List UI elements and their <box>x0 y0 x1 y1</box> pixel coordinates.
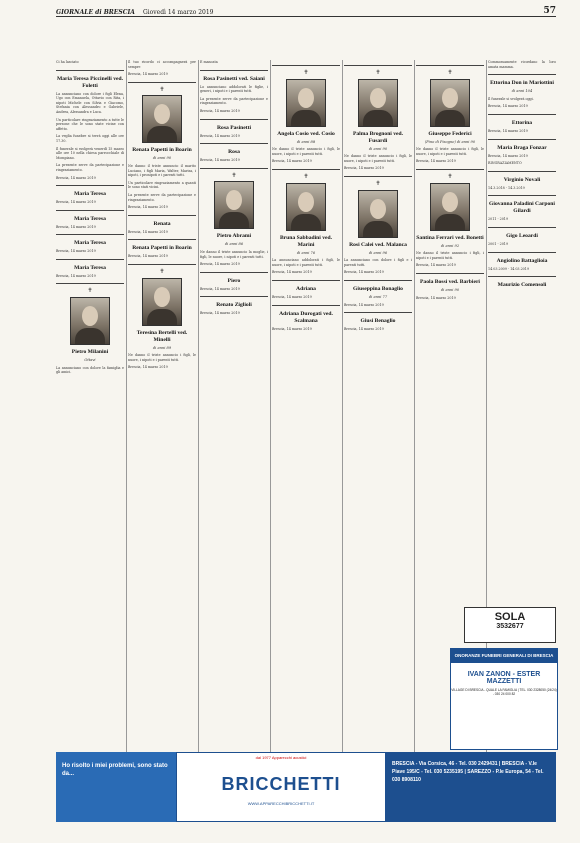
portrait-photo <box>286 79 326 127</box>
cross-icon: ✝ <box>447 69 453 76</box>
divider <box>488 276 556 277</box>
deceased-name: Giuseppe Federici <box>428 130 472 137</box>
divider <box>128 264 196 265</box>
deceased-age: di anni 104 <box>511 89 533 94</box>
issue-date: Giovedì 14 marzo 2019 <box>142 9 214 16</box>
divider <box>128 239 196 240</box>
divider <box>488 195 556 196</box>
notice-text: Brescia, 14 marzo 2019 <box>488 128 528 133</box>
notice-text: Brescia, 14 marzo 2019 <box>488 104 528 109</box>
divider <box>56 259 124 260</box>
notice-text: Ne danno il triste annuncio i figli, le nuore, i nipoti e i parenti tutti. <box>128 353 196 362</box>
ad-url: WWW.APPARECCHIBRICCHETTI.IT <box>247 801 315 806</box>
notice-text: La annunciano con dolore i figli e i parenti tutti. <box>344 258 412 267</box>
deceased-name: Giusi Benaglio <box>360 318 396 325</box>
deceased-name: Teresina Bertelli ved. Minelli <box>136 329 188 343</box>
notice-text: La veglia funebre si terrà oggi alle ore 17.30. <box>56 134 124 143</box>
notice-text: Brescia, 14 marzo 2019 <box>56 175 96 180</box>
divider <box>416 169 484 170</box>
divider <box>56 234 124 235</box>
deceased-name: Rosa Pasinetti ved. Saiani <box>203 75 265 82</box>
divider <box>344 312 412 313</box>
divider <box>272 280 340 281</box>
column-2 <box>128 60 196 750</box>
divider <box>416 65 484 66</box>
portrait-photo <box>286 183 326 231</box>
deceased-name: Adriana Durogati ved. Scalmana <box>279 310 333 324</box>
portrait-photo <box>142 95 182 143</box>
divider <box>128 215 196 216</box>
notice-text: La presente serve da partecipazione e ringraziamento. <box>56 163 124 172</box>
notice-text: Brescia, 14 marzo 2019 <box>128 365 168 370</box>
deceased-age: di anni 92 <box>440 243 460 248</box>
divider <box>344 176 412 177</box>
notice-text: Un particolare ringraziamento a tutte le persone che le sono state vicine con affetto. <box>56 117 124 131</box>
notice-text: Brescia, 14 marzo 2019 <box>344 302 384 307</box>
divider <box>416 273 484 274</box>
deceased-age: di anni 89 <box>152 345 172 350</box>
cross-icon: ✝ <box>303 172 309 180</box>
column-separator <box>126 60 127 760</box>
deceased-name: Pietro Abrami <box>216 233 252 240</box>
portrait-photo <box>142 278 182 326</box>
notice-text: Brescia, 14 marzo 2019 <box>416 263 456 268</box>
portrait-photo <box>358 190 398 238</box>
deceased-age: di anni 88 <box>296 139 316 144</box>
notice-text: Ne danno il triste annuncio i figli, le nuore, i nipoti e i parenti tutti. <box>272 147 340 156</box>
column-separator <box>198 60 199 760</box>
bottom-ad-banner <box>56 752 556 822</box>
notice-text: La presente serve da partecipazione e ringraziamento. <box>128 192 196 202</box>
column-5 <box>344 60 412 750</box>
deceased-name: Renata Papetti in Boarin <box>132 147 192 154</box>
notice-text: Brescia, 14 marzo 2019 <box>344 327 384 332</box>
notice-text: La presente serve da partecipazione e ringraziamento. <box>200 96 268 106</box>
column-6 <box>416 60 484 640</box>
notice-text: Ne danno il triste annuncio i figli, le nuore, i nipoti e i parenti tutti. <box>416 147 484 156</box>
divider <box>344 65 412 66</box>
divider <box>272 65 340 66</box>
portrait-photo <box>358 79 398 127</box>
notice-text: Brescia, 14 marzo 2019 <box>200 262 240 267</box>
notice-text: Brescia, 14 marzo 2019 <box>200 286 240 291</box>
deceased-name: Renata Papetti in Boarin <box>132 245 192 252</box>
column-4 <box>272 60 340 750</box>
divider <box>272 169 340 170</box>
notice-text: 2011 - 2019 <box>488 217 508 222</box>
notice-text: Ne danno il triste annuncio la moglie, i figli, le nuore, i nipoti e i parenti tutti. <box>200 249 268 259</box>
deceased-name: Paola Bossi ved. Barbieri <box>420 278 480 285</box>
notice-text: È mancata <box>200 60 218 64</box>
portrait-photo <box>214 181 254 229</box>
notice-text: Brescia, 14 marzo 2019 <box>416 159 456 164</box>
divider <box>200 119 268 120</box>
deceased-age: di anni 90 <box>368 146 388 151</box>
deceased-name: Maria Teresa Piccinelli ved. Foletti <box>56 75 124 89</box>
divider <box>128 82 196 83</box>
divider <box>200 70 268 71</box>
notice-text: Brescia, 14 marzo 2019 <box>488 153 528 158</box>
notice-text: Ne danno il triste annuncio i figli, le nuore, i nipoti e i parenti tutti. <box>344 154 412 163</box>
deceased-age: (Pino di Pisogne) di anni 90 <box>424 139 476 144</box>
divider <box>200 272 268 273</box>
column-7 <box>488 60 556 600</box>
notice-text: Brescia, 14 marzo 2019 <box>56 224 96 229</box>
deceased-age: Ottavi <box>84 358 96 363</box>
deceased-name: Palma Brognoni ved. Fusardi <box>352 130 404 144</box>
divider <box>488 171 556 172</box>
deceased-name: Ettorina <box>511 119 533 126</box>
notice-text: Commossamente ricordano la loro amata mamma. <box>488 60 556 69</box>
page-header <box>56 2 556 17</box>
deceased-age: di anni 96 <box>368 250 388 255</box>
cross-icon: ✝ <box>375 69 381 76</box>
deceased-name: Maria Teresa <box>74 264 106 271</box>
deceased-name: Maria Teresa <box>74 215 106 222</box>
notice-text: Il funerale si svolgerà oggi. <box>488 96 534 101</box>
portrait-photo <box>430 79 470 127</box>
deceased-name: Piero <box>227 277 241 284</box>
deceased-name: Bruna Sabbadini ved. Marini <box>279 234 333 248</box>
notice-text: Brescia, 14 marzo 2019 <box>56 200 96 205</box>
deceased-name: Renata <box>153 220 171 227</box>
sola-ad <box>464 607 556 643</box>
portrait-photo <box>70 297 110 345</box>
notice-text: Brescia, 14 marzo 2019 <box>56 249 96 254</box>
divider <box>344 280 412 281</box>
ad-slogan: Ho risolto i miei problemi, sono stato da... <box>56 752 176 822</box>
notice-text: Ne danno il triste annuncio il marito Luciano, i figli Maria, Walter, Marisa, i nipoti, i pronipoti e i parenti tutti. <box>128 163 196 178</box>
notice-text: 14.3.2018 - 14.3.2019 <box>488 185 525 190</box>
divider <box>488 252 556 253</box>
notice-text: La annunciano addolorati i figli, le nuore, i nipoti e i parenti tutti. <box>272 258 340 267</box>
divider <box>488 139 556 140</box>
ad-since: dal 1977 Apparecchi acustici <box>255 755 307 760</box>
divider <box>56 70 124 71</box>
divider <box>272 305 340 306</box>
notice-text: Lo annunciano addolorati le figlie, i generi, i nipoti e i parenti tutti. <box>200 84 268 94</box>
deceased-name: Maurizio Comensoli <box>497 282 547 289</box>
onoranze-ad <box>450 648 558 750</box>
notice-text: RINGRAZIAMENTO <box>488 161 522 166</box>
newspaper-name: GIORNALE di BRESCIA <box>56 9 135 16</box>
notice-text: Brescia, 14 marzo 2019 <box>128 205 168 210</box>
column-separator <box>414 60 415 760</box>
notice-text: Ci ha lasciato <box>56 60 79 64</box>
deceased-age: di anni 76 <box>296 250 316 255</box>
cross-icon: ✝ <box>159 267 165 275</box>
deceased-name: Maria Teresa <box>74 240 106 247</box>
deceased-name: Gigo Leoardi <box>506 232 538 239</box>
deceased-name: Rosa Pasinetti <box>216 124 252 131</box>
divider <box>200 143 268 144</box>
deceased-name: Angiolino Battaglioia <box>496 257 548 264</box>
portrait-photo <box>430 183 470 231</box>
cross-icon: ✝ <box>231 171 237 179</box>
cross-icon: ✝ <box>375 179 381 187</box>
notice-text: Brescia, 14 marzo 2019 <box>200 108 240 113</box>
deceased-name: Giovanna Paladini Carponi Gilardi <box>489 201 555 215</box>
cross-icon: ✝ <box>447 172 453 180</box>
cross-icon: ✝ <box>87 287 93 295</box>
deceased-age: di anni 86 <box>224 242 244 247</box>
deceased-age: di anni 77 <box>368 294 388 299</box>
notice-text: 14.03.2009 - 14.03.2019 <box>488 266 529 271</box>
ad-locations: BRESCIA - Via Corsica, 46 - Tel. 030 2429431 | BRESCIA - V.le Piave 195/C - Tel. 030 5235195 | SAREZZO - P.le Europa, 54 - Tel. 030 8908110 <box>392 761 544 783</box>
sola-name: SOLA <box>494 611 526 623</box>
notice-text: Il tuo ricordo ci accompagnerà per sempre <box>128 60 196 69</box>
divider <box>488 74 556 75</box>
cross-icon: ✝ <box>159 85 165 93</box>
notice-text: Brescia, 14 marzo 2019 <box>200 311 240 316</box>
notice-text: Brescia, 14 marzo 2019 <box>200 158 240 163</box>
deceased-name: Ettorina Don in Mariottini <box>490 80 554 87</box>
deceased-name: Renato Ziglioli <box>216 302 252 309</box>
deceased-name: Angela Cosio ved. Cosio <box>277 130 335 137</box>
notice-text: Un particolare ringraziamento a quanti le sono stati vicini. <box>128 180 196 190</box>
deceased-name: Adriana <box>296 285 316 292</box>
onoranze-title: ONORANZE FUNEBRI GENERALI DI BRESCIA <box>451 649 557 663</box>
cross-icon: ✝ <box>303 69 309 76</box>
notice-text: Brescia, 14 marzo 2019 <box>272 294 312 299</box>
sola-phone: 3532677 <box>496 623 524 630</box>
divider <box>56 185 124 186</box>
notice-text: La annunciano con dolore i figli Elena, Ugo con Emanuela, Ottavio con Rita, i nipoti Michele con Silvia e Giacomo, Stefania con Alessandro e Gabriele, Andrea, Alessandra e Luca. <box>56 91 124 114</box>
notice-text: Brescia, 14 marzo 2019 <box>272 159 312 164</box>
notice-text: Brescia, 14 marzo 2019 <box>344 166 384 171</box>
notice-text: Brescia, 14 marzo 2019 <box>272 270 312 275</box>
divider <box>488 114 556 115</box>
onoranze-address: VILLAGE DI BRESCIA - QUALE LA FAMIGLIA | TEL. 030 2328050 (24/24) - 030 24 000 82 <box>451 688 557 696</box>
column-3 <box>200 60 268 750</box>
notice-text: Il funerale si svolgerà venerdì 15 marzo alle ore 10 nella chiesa parrocchiale di Mompiano. <box>56 146 124 160</box>
column-separator <box>270 60 271 760</box>
deceased-name: Pietro Milanini <box>71 349 109 356</box>
divider <box>56 210 124 211</box>
deceased-age: di anni 90 <box>152 156 172 161</box>
notice-text: Brescia, 14 marzo 2019 <box>128 229 168 234</box>
notice-text: Brescia, 14 marzo 2019 <box>416 295 456 300</box>
deceased-name: Virginio Novali <box>503 176 541 183</box>
deceased-name: Maria Braga Fonzar <box>497 144 547 151</box>
ad-brand-box <box>176 752 386 822</box>
deceased-age: di anni 90 <box>440 287 460 292</box>
divider <box>200 168 268 169</box>
deceased-name: Rosa <box>228 149 240 156</box>
notice-text: Brescia, 14 marzo 2019 <box>200 133 240 138</box>
divider <box>488 227 556 228</box>
column-separator <box>342 60 343 760</box>
notice-text: Brescia, 14 marzo 2019 <box>128 72 168 77</box>
deceased-name: Santina Ferrari ved. Bonetti <box>416 234 484 241</box>
ad-brand: BRICCHETTI <box>221 774 341 794</box>
notice-text: Brescia, 14 marzo 2019 <box>56 273 96 278</box>
notice-text: Brescia, 14 marzo 2019 <box>272 326 312 331</box>
notice-text: 2001 - 2019 <box>488 241 508 246</box>
onoranze-names: IVAN ZANON - ESTER MAZZETTI <box>467 671 541 685</box>
page-number: 57 <box>543 6 556 16</box>
notice-text: La annunciano con dolore la famiglia e gli amici. <box>56 365 124 375</box>
divider <box>56 283 124 284</box>
deceased-name: Giuseppina Bonaglio <box>353 285 403 292</box>
divider <box>200 296 268 297</box>
notice-text: Brescia, 14 marzo 2019 <box>344 270 384 275</box>
notice-text: Ne danno il triste annuncio i figli, i nipoti e i parenti tutti. <box>416 251 484 260</box>
column-1 <box>56 60 124 750</box>
notice-text: Brescia, 14 marzo 2019 <box>128 254 168 259</box>
deceased-name: Rosi Calei ved. Malanca <box>349 241 407 248</box>
deceased-name: Maria Teresa <box>74 191 106 198</box>
